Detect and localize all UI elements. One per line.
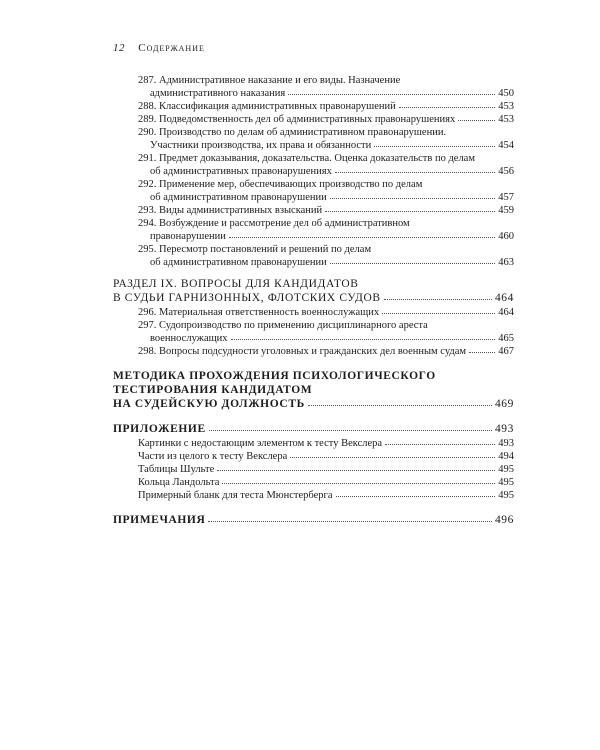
section-9-title-cont: В СУДЬИ ГАРНИЗОННЫХ, ФЛОТСКИХ СУДОВ 464 xyxy=(113,292,514,304)
toc-entry-292: 292. Применение мер, обеспечивающих производство по делам xyxy=(138,179,423,190)
toc-page: 457 xyxy=(498,192,514,203)
methodology-title-cont: ТЕСТИРОВАНИЯ КАНДИДАТОМ xyxy=(113,384,313,396)
toc-page: 453 xyxy=(498,114,514,125)
toc-entry-298: 298. Вопросы подсудности уголовных и гражданских дел военным судам 467 xyxy=(138,346,514,357)
toc-page: 459 xyxy=(498,205,514,216)
toc-entry-297-cont: военнослужащих 465 xyxy=(150,333,514,344)
page-number: 12 xyxy=(113,42,125,54)
toc-entry-290: 290. Производство по делам об административном правонарушении. xyxy=(138,127,447,138)
toc-entry-288: 288. Классификация административных правонарушений 453 xyxy=(138,101,514,112)
section-9-title: РАЗДЕЛ IX. ВОПРОСЫ ДЛЯ КАНДИДАТОВ xyxy=(113,278,359,290)
toc-entry-287-cont: административного наказания 450 xyxy=(150,88,514,99)
toc-page: 464 xyxy=(494,292,514,304)
toc-page: 467 xyxy=(498,346,514,357)
toc-entry-289: 289. Подведомственность дел об административных правонарушениях 453 xyxy=(138,114,514,125)
toc-page: 453 xyxy=(498,101,514,112)
toc-page: 456 xyxy=(498,166,514,177)
running-title: Содержание xyxy=(138,42,205,54)
appendix-item: Примерный бланк для теста Мюнстерберга 495 xyxy=(138,490,514,501)
appendix-title: ПРИЛОЖЕНИЕ 493 xyxy=(113,423,514,435)
toc-entry-294-cont: правонарушении 460 xyxy=(150,231,514,242)
toc-page: 450 xyxy=(498,88,514,99)
toc-entry-297: 297. Судопроизводство по применению дисциплинарного ареста xyxy=(138,320,428,331)
toc-entry-287: 287. Административное наказание и его виды. Назначение xyxy=(138,75,401,86)
toc-entry-295-cont: об административном правонарушении 463 xyxy=(150,257,514,268)
toc-page: 463 xyxy=(498,257,514,268)
toc-entry-291: 291. Предмет доказывания, доказательства. Оценка доказательств по делам xyxy=(138,153,475,164)
toc-entry-294: 294. Возбуждение и рассмотрение дел об административном xyxy=(138,218,410,229)
toc-entry-293: 293. Виды административных взысканий 459 xyxy=(138,205,514,216)
toc-page: 464 xyxy=(498,307,514,318)
running-header xyxy=(113,42,205,54)
toc-page: 469 xyxy=(494,398,514,410)
toc-entry-296: 296. Материальная ответственность военнослужащих 464 xyxy=(138,307,514,318)
appendix-item: Кольца Ландольта 495 xyxy=(138,477,514,488)
toc-page: 460 xyxy=(498,231,514,242)
methodology-title-cont2: НА СУДЕЙСКУЮ ДОЛЖНОСТЬ 469 xyxy=(113,398,514,410)
appendix-item: Таблицы Шульте 495 xyxy=(138,464,514,475)
toc-entry-291-cont: об административных правонарушениях 456 xyxy=(150,166,514,177)
toc-page: 495 xyxy=(498,477,514,488)
methodology-title: МЕТОДИКА ПРОХОЖДЕНИЯ ПСИХОЛОГИЧЕСКОГО xyxy=(113,370,436,382)
appendix-item: Части из целого к тесту Векслера 494 xyxy=(138,451,514,462)
toc-page: 495 xyxy=(498,464,514,475)
appendix-item: Картинки с недостающим элементом к тесту Векслера 493 xyxy=(138,438,514,449)
toc-entry-290-cont: Участники производства, их права и обязанности 454 xyxy=(150,140,514,151)
toc-page: 493 xyxy=(494,423,514,435)
toc-page: 496 xyxy=(494,514,514,526)
toc-entry-295: 295. Пересмотр постановлений и решений по делам xyxy=(138,244,372,255)
toc-page: 493 xyxy=(498,438,514,449)
toc-page: 494 xyxy=(498,451,514,462)
notes-title: ПРИМЕЧАНИЯ 496 xyxy=(113,514,514,526)
toc-entry-292-cont: об административном правонарушении 457 xyxy=(150,192,514,203)
toc-page: 465 xyxy=(498,333,514,344)
toc-page: 454 xyxy=(498,140,514,151)
toc-page: 495 xyxy=(498,490,514,501)
